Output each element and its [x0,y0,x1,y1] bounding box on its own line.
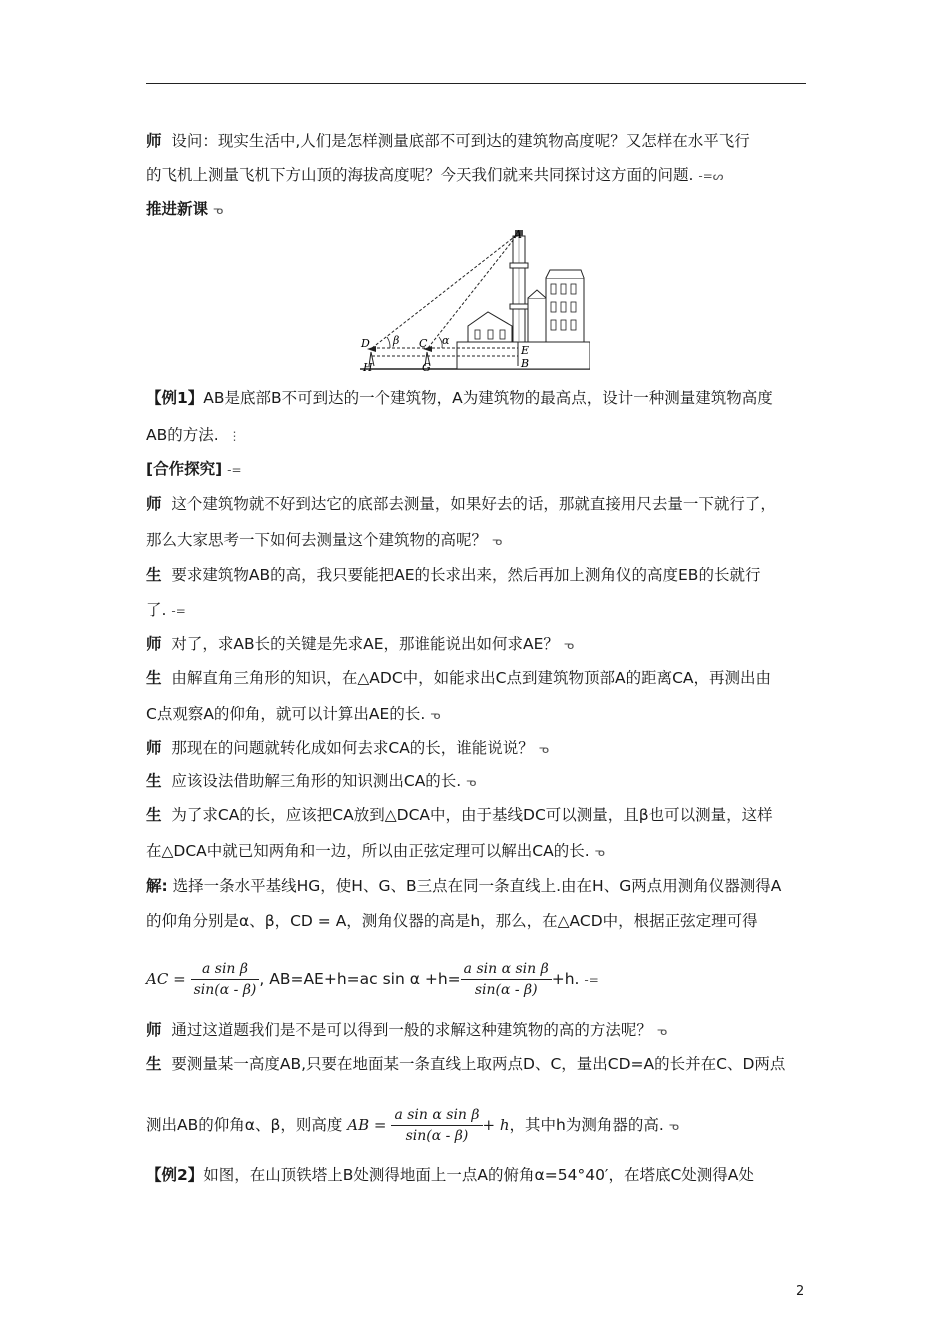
paragraph-line [146,771,808,792]
text: 的仰角分别是α、β，CD = A，测角仪器的高是h，那么，在△ACD中，根据正弦定理可得 [146,912,758,930]
artifact-mark: ᓀ [466,775,477,789]
paragraph-line [146,1165,808,1185]
label-c: C [419,337,428,350]
building-measurement-figure [360,226,590,374]
artifact-mark: -= [171,604,186,618]
heading-text: [合作探究] [146,460,223,478]
denominator: sin(α - β) [405,1128,469,1144]
speaker-label: 师 [146,1021,162,1039]
equation-text: +h. [551,970,580,988]
paragraph-line [146,1054,808,1074]
paragraph-line [146,634,808,655]
artifact-mark: -= [227,463,242,477]
example-label: 【例2】 [146,1166,204,1184]
text: 设问：现实生活中,人们是怎样测量底部不可到达的建筑物高度呢？又怎样在水平飞行 [171,132,750,150]
equation-text: , AB=AE+h=ac sin α +h= [259,970,461,988]
equation-line [146,1104,808,1147]
paragraph-line [146,494,808,514]
page-number: 2 [796,1284,805,1299]
artifact-mark: ᓀ [594,845,605,859]
label-beta: β [393,334,400,347]
heading-text: 推进新课 [146,200,209,218]
artifact-mark: ᓀ [668,1119,679,1133]
denominator: sin(α - β) [193,982,257,998]
label-alpha: α [442,334,450,347]
equation-text: 测出AB的仰角α、β，则高度 [146,1116,343,1134]
solution-label: 解: [146,877,168,895]
numerator: a sin α sin β [461,959,552,980]
text: 了. [146,601,167,619]
paragraph-line [146,876,808,896]
paragraph-line [146,565,808,585]
paragraph-line [146,1020,808,1041]
text: 那么大家思考一下如何去测量这个建筑物的高呢？ [146,531,488,549]
text: 为了求CA的长，应该把CA放到△DCA中，由于基线DC可以测量，且β也可以测量，这样 [171,806,773,824]
paragraph-line [146,425,808,446]
artifact-mark: ᓀ [430,708,441,722]
speaker-label: 师 [146,635,162,653]
paragraph-line [146,704,808,725]
equation-lhs: AC = [146,970,186,988]
fraction [191,959,260,1000]
text: 在△DCA中就已知两角和一边，所以由正弦定理可以解出CA的长. [146,842,590,860]
label-h: H [363,361,373,374]
label-d: D [361,337,370,350]
text: 要测量某一高度AB,只要在地面某一条直线上取两点D、C，量出CD=A的长并在C、D两点 [171,1055,786,1073]
speaker-label: 生 [146,566,162,584]
header-rule [146,83,806,84]
text: 如图，在山顶铁塔上B处测得地面上一点A的俯角α=54°40′，在塔底C处测得A处 [203,1166,754,1184]
section-heading [146,199,808,220]
text: 应该设法借助解三角形的知识测出CA的长. [171,772,462,790]
artifact-mark: -= [584,973,599,987]
text: C点观察A的仰角，就可以计算出AE的长. [146,705,426,723]
equation-lhs: AB = [347,1116,387,1134]
paragraph-line [146,911,808,931]
fraction [391,1105,482,1146]
text: 对了，求AB长的关键是先求AE，那谁能说出如何求AE？ [171,635,559,653]
speaker-label: 师 [146,739,162,757]
paragraph-line [146,738,808,759]
artifact-mark: -=ᔕ [698,169,724,183]
text: AB的方法. [146,426,219,444]
text: 通过这道题我们是不是可以得到一般的求解这种建筑物的高的方法呢？ [171,1021,652,1039]
paragraph-line [146,530,808,551]
artifact-mark: ᓀ [212,203,224,217]
paragraph-line [146,131,808,151]
example-label: 【例1】 [146,389,204,407]
label-g: G [422,361,431,374]
text: 选择一条水平基线HG，使H、G、B三点在同一条直线上.由在H、G两点用测角仪器测得A [172,877,782,895]
text: 这个建筑物就不好到达它的底部去测量，如果好去的话，那就直接用尺去量一下就行了， [171,495,776,513]
speaker-label: 生 [146,806,162,824]
denominator: sin(α - β) [474,982,538,998]
paragraph-line [146,600,808,621]
equation-text: + h [482,1116,510,1134]
text: 那现在的问题就转化成如何去求CA的长，谁能说说？ [171,739,534,757]
label-e: E [521,344,530,357]
paragraph-line [146,165,808,186]
text: 的飞机上测量飞机下方山顶的海拔高度呢？今天我们就来共同探讨这方面的问题. [146,166,694,184]
text: 由解直角三角形的知识，在△ADC中，如能求出C点到建筑物顶部A的距离CA，再测出由 [171,669,772,687]
speaker-label: 生 [146,669,162,687]
paragraph-line [146,841,808,862]
paragraph-line [146,805,808,825]
artifact-mark: ᓀ [538,742,549,756]
artifact-mark: ⋮ [228,429,241,443]
section-heading [146,459,808,480]
speaker-label: 师 [146,495,162,513]
speaker-label: 生 [146,1055,162,1073]
speaker-label: 师 [146,132,162,150]
artifact-mark: ᓀ [656,1024,668,1038]
speaker-label: 生 [146,772,162,790]
label-a: A [514,228,522,241]
text: AB是底部B不可到达的一个建筑物，A为建筑物的最高点，设计一种测量建筑物高度 [203,389,773,407]
equation-line [146,958,808,1001]
numerator: a sin β [191,959,260,980]
fraction [461,959,552,1000]
text: 要求建筑物AB的高，我只要能把AE的长求出来，然后再加上测角仪的高度EB的长就行 [171,566,761,584]
label-b: B [521,357,530,370]
paragraph-line [146,668,808,688]
numerator: a sin α sin β [391,1105,482,1126]
paragraph-line [146,388,808,408]
artifact-mark: ᓀ [563,638,575,652]
artifact-mark: ᓀ [491,534,503,548]
equation-text: ，其中h为测角器的高. [509,1116,664,1134]
